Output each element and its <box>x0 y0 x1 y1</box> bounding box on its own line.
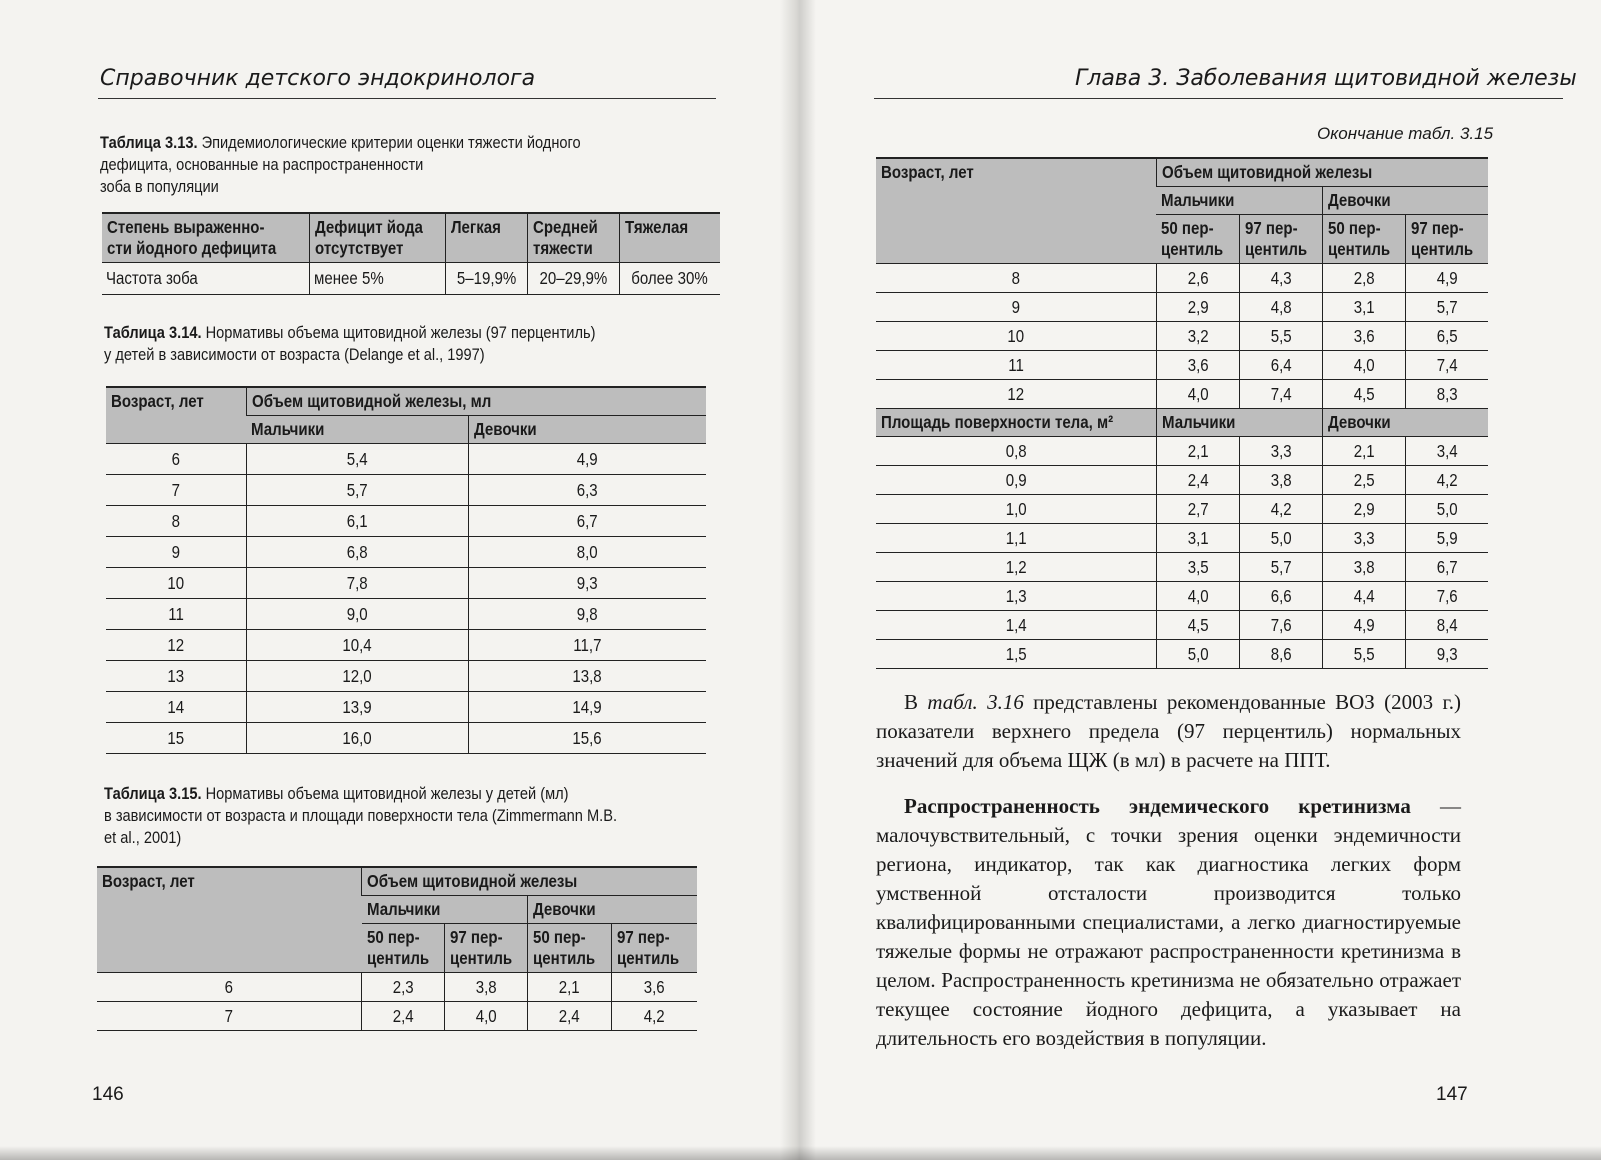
table-cell: 5–19,9% <box>446 263 528 295</box>
table-cell: более 30% <box>619 263 720 295</box>
table-row <box>876 380 1488 409</box>
table-cell: 2,4 <box>528 1002 611 1031</box>
paragraph-cretinism <box>876 792 1461 1053</box>
table-cell: 12 <box>876 380 1156 409</box>
table-header-cell: Девочки <box>1322 409 1488 437</box>
table-row <box>876 293 1488 322</box>
table-cell: 4,2 <box>611 1002 697 1031</box>
table-cell: 6,7 <box>1406 553 1489 582</box>
table-cell: 16,0 <box>246 723 468 754</box>
table-row <box>876 322 1488 351</box>
caption-number: Таблица 3.14. <box>104 323 202 342</box>
table-header-cell: Объем щитовидной железы <box>1156 158 1488 187</box>
table-cell: 9,8 <box>468 599 706 630</box>
table-cell: 5,0 <box>1239 524 1322 553</box>
table-header-cell: Мальчики <box>1156 409 1322 437</box>
table-header-cell: Девочки <box>468 416 706 444</box>
table-row <box>97 973 697 1002</box>
header-text: сти йодного дефицита <box>107 238 277 258</box>
table-reference: табл. 3.16 <box>927 690 1024 714</box>
table-row <box>106 630 706 661</box>
table-cell: 5,0 <box>1406 495 1489 524</box>
header-text: Легкая <box>451 217 502 237</box>
continuation-label: Окончание табл. 3.15 <box>1317 124 1494 143</box>
header-rule-left <box>98 98 716 99</box>
table-cell: 9,0 <box>246 599 468 630</box>
table-cell: 7,8 <box>246 568 468 599</box>
table-header-cell: Девочки <box>528 896 697 924</box>
table-cell: 7 <box>106 475 246 506</box>
table-header-cell: Возраст, лет <box>97 867 362 973</box>
table-cell: 2,1 <box>1322 437 1405 466</box>
table-cell: 5,7 <box>246 475 468 506</box>
caption-line: et al., 2001) <box>104 828 182 847</box>
running-head-left: Справочник детского эндокринолога <box>100 66 536 91</box>
table-cell: 5,7 <box>1239 553 1322 582</box>
table-cell: 3,8 <box>1322 553 1405 582</box>
table-cell: 2,6 <box>1156 264 1239 293</box>
table-cell: 8,4 <box>1406 611 1489 640</box>
table-cell: 6,7 <box>468 506 706 537</box>
table-header-cell: 50 пер- центиль <box>1322 215 1405 264</box>
caption-line: дефицита, основанные на распространенности <box>100 155 424 174</box>
table-cell: 5,4 <box>246 444 468 475</box>
table-cell: 4,2 <box>1406 466 1489 495</box>
table-cell: 14 <box>106 692 246 723</box>
table-cell: 6,8 <box>246 537 468 568</box>
table-row <box>106 692 706 723</box>
table-cell: 5,0 <box>1156 640 1239 669</box>
table-row <box>106 506 706 537</box>
table-header-cell: Девочки <box>1322 187 1488 215</box>
table-row <box>876 264 1488 293</box>
header-text: Степень выраженно- <box>107 217 265 237</box>
table-cell: 7,4 <box>1406 351 1489 380</box>
caption-number: Таблица 3.13. <box>100 133 198 152</box>
header-text: Тяжелая <box>624 217 688 237</box>
table-cell: 11,7 <box>468 630 706 661</box>
table-3-15-continued <box>876 157 1488 669</box>
table-cell: 10,4 <box>246 630 468 661</box>
table-cell: 20–29,9% <box>528 263 620 295</box>
table-cell: 9,3 <box>468 568 706 599</box>
table-header-cell <box>102 213 309 263</box>
table-header-cell <box>446 213 528 263</box>
table-cell: 5,5 <box>1322 640 1405 669</box>
table-cell: 2,1 <box>1156 437 1239 466</box>
table-cell: 3,3 <box>1239 437 1322 466</box>
table-row <box>106 475 706 506</box>
table-cell: 4,5 <box>1322 380 1405 409</box>
table-3-13 <box>102 212 720 295</box>
table-cell: 13,8 <box>468 661 706 692</box>
table-cell: 4,3 <box>1239 264 1322 293</box>
table-3-13-caption <box>100 132 581 198</box>
table-cell: 12 <box>106 630 246 661</box>
table-cell: 4,5 <box>1156 611 1239 640</box>
table-cell: 3,8 <box>445 973 528 1002</box>
table-cell: 2,1 <box>528 973 611 1002</box>
caption-line: у детей в зависимости от возраста (Delange et al., 1997) <box>104 345 485 364</box>
table-cell: 3,6 <box>1156 351 1239 380</box>
table-row <box>876 466 1488 495</box>
table-header-cell <box>309 213 446 263</box>
table-row <box>876 640 1488 669</box>
table-cell: 4,0 <box>1156 582 1239 611</box>
table-3-14-caption <box>104 322 595 366</box>
table-header-cell: 50 пер- центиль <box>362 924 445 973</box>
table-cell: 6,6 <box>1239 582 1322 611</box>
page-number-left: 146 <box>92 1084 124 1105</box>
header-text: Средней <box>533 217 598 237</box>
table-cell: 7 <box>97 1002 362 1031</box>
paragraph-table-ref <box>876 688 1461 775</box>
table-cell: 4,9 <box>468 444 706 475</box>
header-text: тяжести <box>533 238 593 258</box>
table-header-cell <box>619 213 720 263</box>
table-cell: 5,7 <box>1406 293 1489 322</box>
table-row <box>106 537 706 568</box>
table-cell: 7,4 <box>1239 380 1322 409</box>
table-header-cell: Площадь поверхности тела, м² <box>876 409 1156 437</box>
table-3-15-caption <box>104 783 617 849</box>
table-row <box>106 661 706 692</box>
table-header-cell: Объем щитовидной железы <box>362 867 697 896</box>
table-cell: менее 5% <box>309 263 446 295</box>
table-cell: 1,1 <box>876 524 1156 553</box>
caption-number: Таблица 3.15. <box>104 784 202 803</box>
table-header-cell: Возраст, лет <box>106 387 246 444</box>
header-rule-right <box>874 98 1563 99</box>
table-cell: 2,3 <box>362 973 445 1002</box>
table-header-cell <box>528 213 620 263</box>
table-cell: 12,0 <box>246 661 468 692</box>
table-cell: 13,9 <box>246 692 468 723</box>
table-cell: 10 <box>106 568 246 599</box>
table-cell: 4,8 <box>1239 293 1322 322</box>
caption-line: зоба в популяции <box>100 177 219 196</box>
table-3-15 <box>97 866 697 1031</box>
table-cell: 2,5 <box>1322 466 1405 495</box>
table-row <box>876 437 1488 466</box>
table-cell: 10 <box>876 322 1156 351</box>
table-cell: 2,9 <box>1322 495 1405 524</box>
table-cell: 9,3 <box>1406 640 1489 669</box>
table-cell: 8,3 <box>1406 380 1489 409</box>
table-cell: 4,9 <box>1322 611 1405 640</box>
paragraph-text: В <box>904 690 928 714</box>
table-cell: 1,2 <box>876 553 1156 582</box>
table-row <box>106 723 706 754</box>
caption-line: Нормативы объема щитовидной железы (97 перцентиль) <box>205 323 596 342</box>
table-header-cell: Мальчики <box>1156 187 1322 215</box>
table-cell: 3,1 <box>1156 524 1239 553</box>
table-row <box>876 611 1488 640</box>
table-cell: 3,6 <box>1322 322 1405 351</box>
table-row <box>106 444 706 475</box>
table-row <box>102 263 720 295</box>
right-page <box>800 0 1601 1160</box>
table-cell: 2,4 <box>362 1002 445 1031</box>
header-text: Дефицит йода <box>314 217 423 237</box>
table-cell: 3,1 <box>1322 293 1405 322</box>
table-row <box>106 599 706 630</box>
table-cell: 15,6 <box>468 723 706 754</box>
table-cell: 8,6 <box>1239 640 1322 669</box>
table-cell: 6,3 <box>468 475 706 506</box>
table-cell: 6 <box>97 973 362 1002</box>
table-header-cell: 97 пер- центиль <box>1406 215 1489 264</box>
table-cell: 6,1 <box>246 506 468 537</box>
table-cell: 15 <box>106 723 246 754</box>
table-row <box>876 553 1488 582</box>
table-header-cell: 50 пер- центиль <box>528 924 611 973</box>
table-header-cell: 97 пер- центиль <box>611 924 697 973</box>
table-cell: 4,0 <box>1156 380 1239 409</box>
table-cell: 1,0 <box>876 495 1156 524</box>
table-header-cell: Возраст, лет <box>876 158 1156 264</box>
table-row <box>106 568 706 599</box>
table-3-14 <box>106 386 706 754</box>
table-cell: 11 <box>106 599 246 630</box>
table-cell: 0,9 <box>876 466 1156 495</box>
table-cell: 4,4 <box>1322 582 1405 611</box>
table-cell: 7,6 <box>1406 582 1489 611</box>
left-page <box>0 0 790 1160</box>
table-cell: 3,6 <box>611 973 697 1002</box>
table-row <box>97 1002 697 1031</box>
table-cell: 9 <box>876 293 1156 322</box>
table-cell: 6,4 <box>1239 351 1322 380</box>
table-cell: 0,8 <box>876 437 1156 466</box>
page-bottom-shadow <box>0 1146 1601 1160</box>
header-text: отсутствует <box>314 238 404 258</box>
paragraph-text: представлены рекомендованные ВОЗ (2003 г.) показатели верхнего предела (97 перцентиль) нормальных значений для объема ЩЖ (в мл) в расчете на ППТ. <box>876 690 1461 772</box>
table-cell: 4,0 <box>445 1002 528 1031</box>
running-head-right: Глава 3. Заболевания щитовидной железы <box>1075 66 1577 91</box>
table-header-cell: Объем щитовидной железы, мл <box>246 387 706 416</box>
table-cell: 3,3 <box>1322 524 1405 553</box>
table-row <box>876 524 1488 553</box>
table-cell: 6,5 <box>1406 322 1489 351</box>
table-cell: 3,2 <box>1156 322 1239 351</box>
table-header-cell: 97 пер- центиль <box>445 924 528 973</box>
table-cell: 3,5 <box>1156 553 1239 582</box>
table-cell: 1,4 <box>876 611 1156 640</box>
table-cell: 11 <box>876 351 1156 380</box>
table-cell: 8 <box>106 506 246 537</box>
table-row <box>876 495 1488 524</box>
table-cell: 8,0 <box>468 537 706 568</box>
table-header-cell: 97 пер- центиль <box>1239 215 1322 264</box>
table-cell: 3,4 <box>1406 437 1489 466</box>
table-cell: 5,9 <box>1406 524 1489 553</box>
table-cell: 9 <box>106 537 246 568</box>
caption-line: в зависимости от возраста и площади поверхности тела (Zimmermann M.B. <box>104 806 618 825</box>
table-header-cell: Мальчики <box>362 896 528 924</box>
table-header-cell: 50 пер- центиль <box>1156 215 1239 264</box>
book-gutter <box>780 0 816 1160</box>
table-row <box>876 582 1488 611</box>
table-cell: 5,5 <box>1239 322 1322 351</box>
caption-line: Эпидемиологические критерии оценки тяжести йодного <box>201 133 581 152</box>
table-cell: 1,5 <box>876 640 1156 669</box>
table-cell: 3,8 <box>1239 466 1322 495</box>
table-cell: 2,7 <box>1156 495 1239 524</box>
table-cell: 4,2 <box>1239 495 1322 524</box>
paragraph-text: — малочувствительный, с точки зрения оценки эндемичности региона, индикатор, так как диагностика легких форм умственной отсталости производится только квалифицированными специалистами, а легко диагностируемые тяжелые формы не отражают распространенности кретинизма в целом. Распространенность кретинизма не обязательно отражает текущее состояние йодного дефицита, а указывает на длительность его воздействия в популяции. <box>876 794 1461 1050</box>
table-cell: 4,0 <box>1322 351 1405 380</box>
table-cell: 2,4 <box>1156 466 1239 495</box>
table-cell: 6 <box>106 444 246 475</box>
table-row <box>876 351 1488 380</box>
table-cell: 2,9 <box>1156 293 1239 322</box>
table-cell: Частота зоба <box>102 263 309 295</box>
table-cell: 13 <box>106 661 246 692</box>
table-cell: 4,9 <box>1406 264 1489 293</box>
paragraph-term: Распространенность эндемического кретинизма <box>904 794 1411 818</box>
table-cell: 2,8 <box>1322 264 1405 293</box>
caption-line: Нормативы объема щитовидной железы у детей (мл) <box>205 784 569 803</box>
table-cell: 1,3 <box>876 582 1156 611</box>
table-header-cell: Мальчики <box>246 416 468 444</box>
table-cell: 8 <box>876 264 1156 293</box>
table-cell: 7,6 <box>1239 611 1322 640</box>
page-number-right: 147 <box>1436 1084 1468 1105</box>
table-cell: 14,9 <box>468 692 706 723</box>
